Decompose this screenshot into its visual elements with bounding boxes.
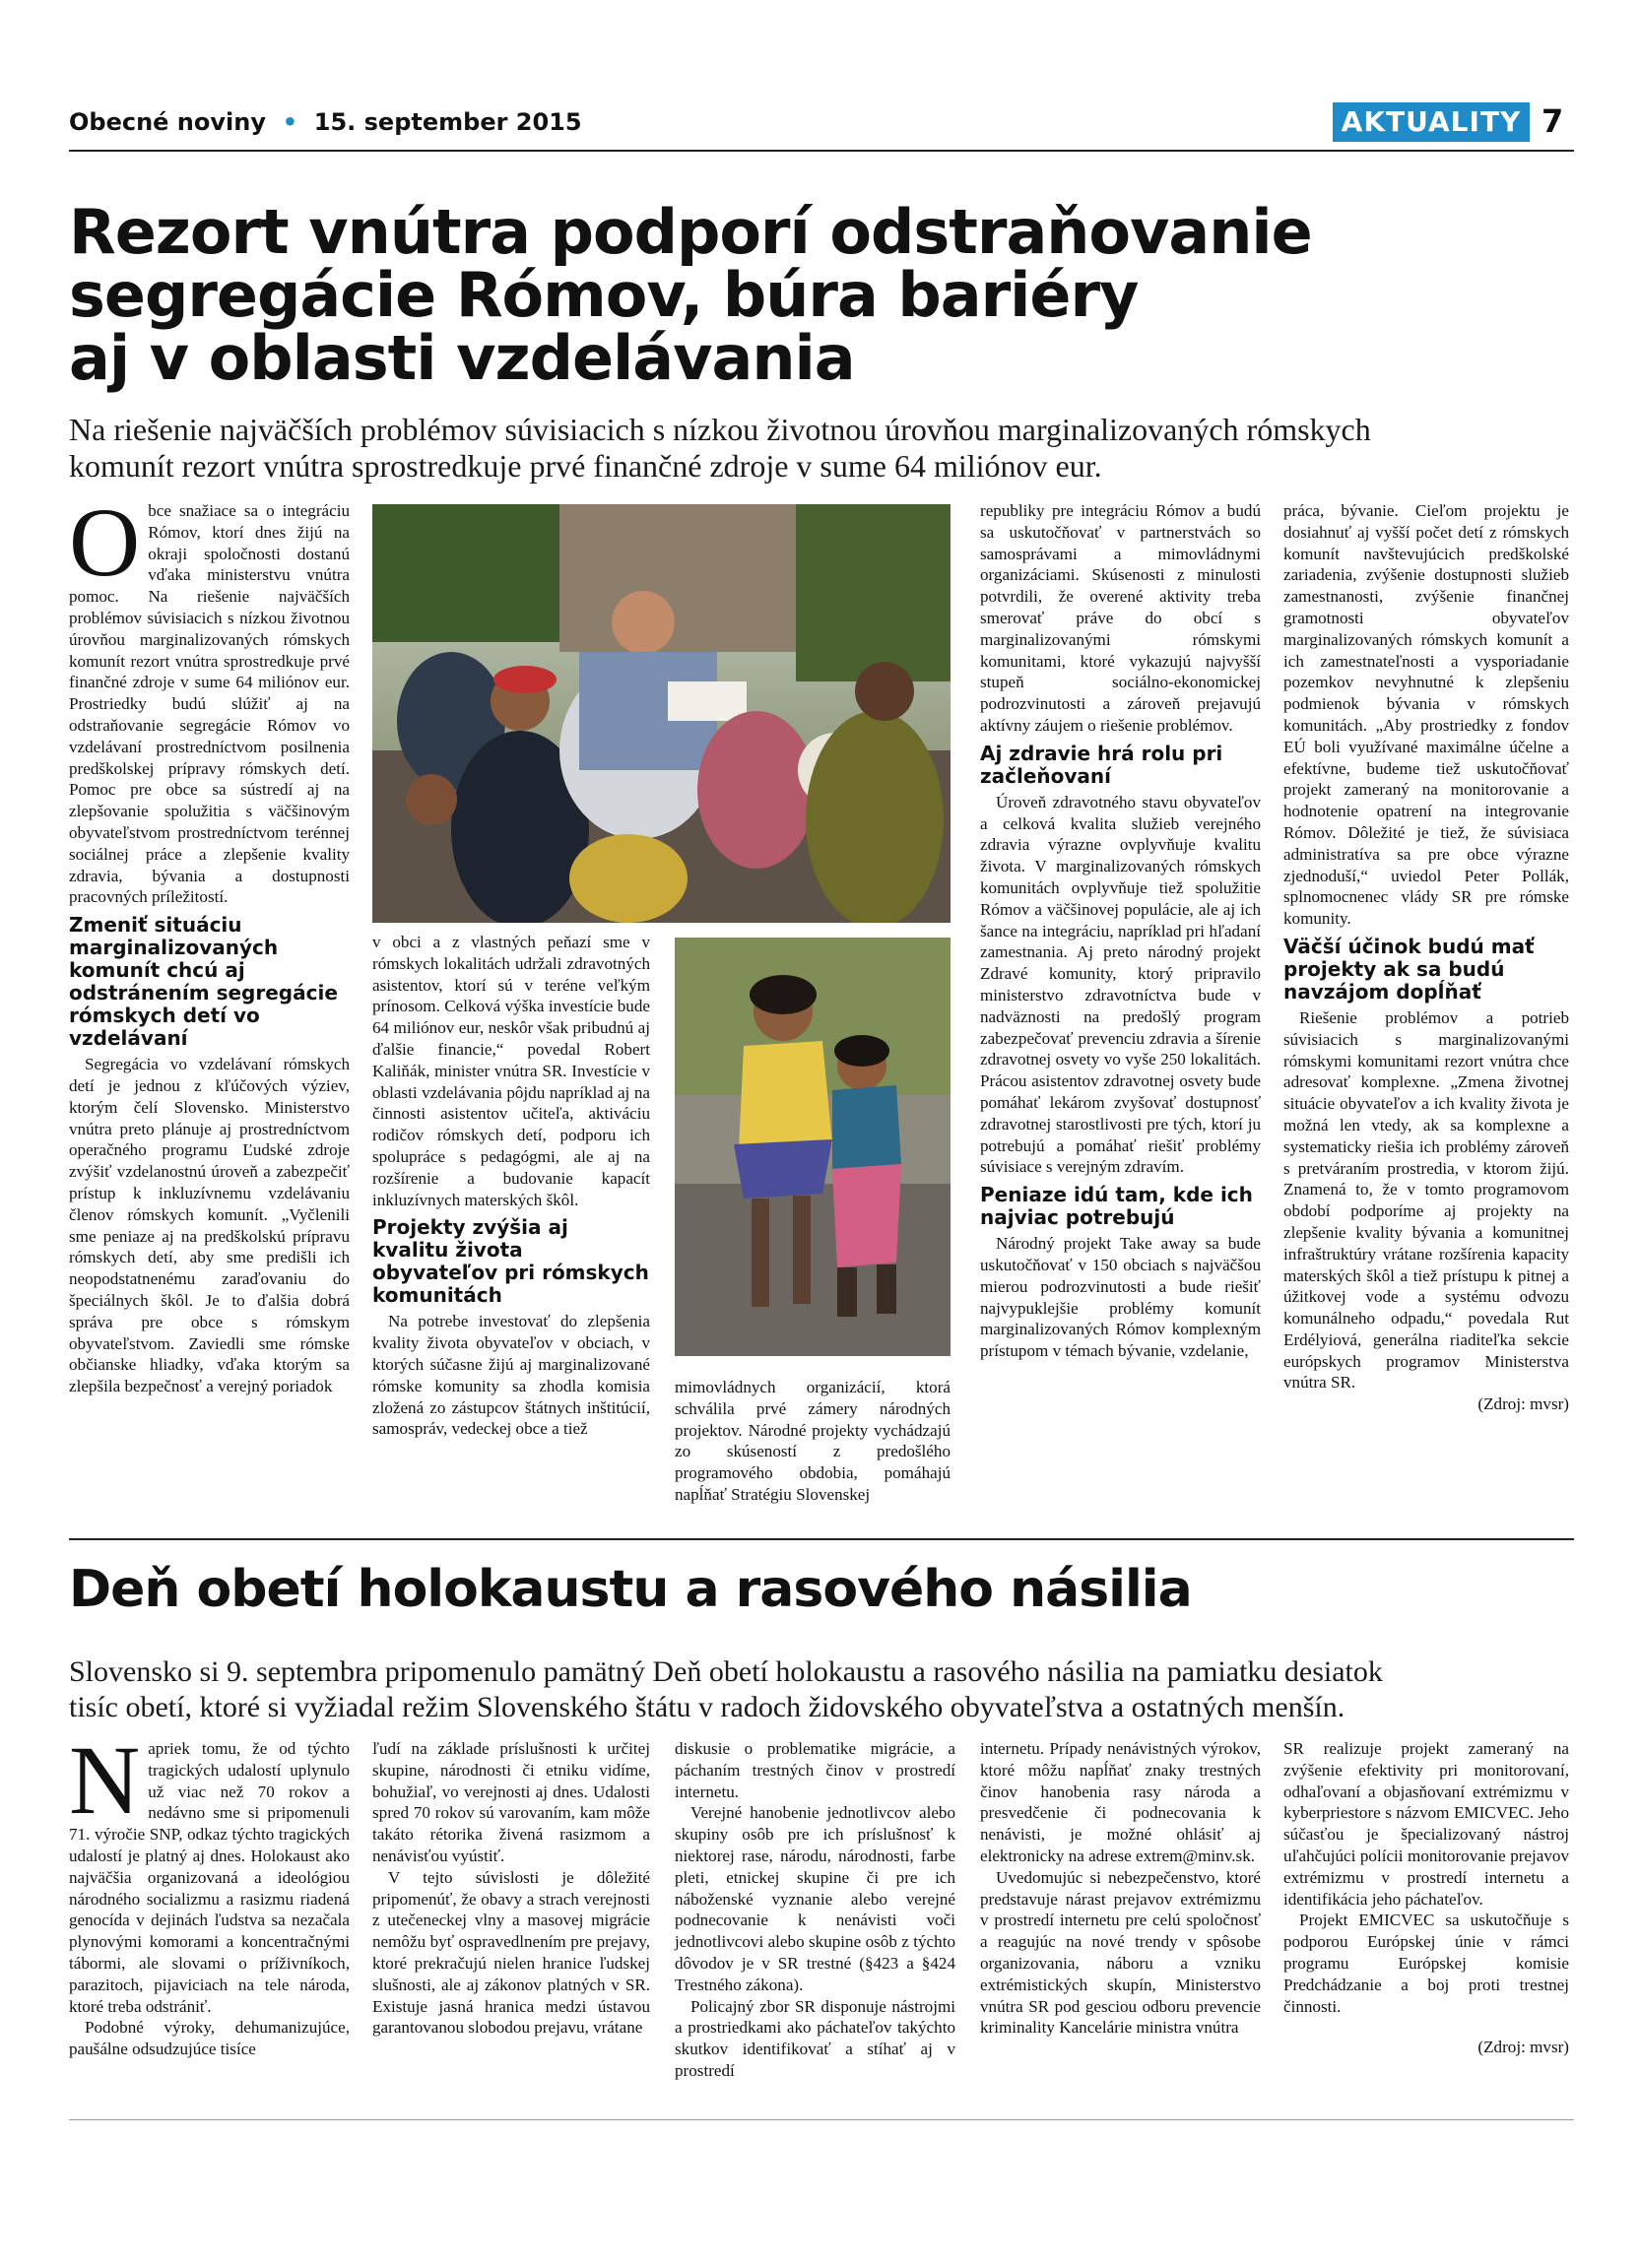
article2-column-3: [675, 1738, 955, 2082]
paragraph: Segregácia vo vzdelávaní rómskych detí je jednou z kľúčových výziev, ktorým čelí Slovensko. Ministerstvo vnútra preto plánuje aj prostredníctvom operačného programu Ľudské zdroje zvýšiť vzdelanostnú úroveň a zabezpečiť prístup k inkluzívnemu vzdelávaniu členov rómskych komunít. „Vyčlenili sme peniaze aj na predškolskú prípravu rómskych detí, aby sme predišli ich neopodstatnenému zaraďovaniu do špeciálnych škôl. Je to ďalšia dobrá správa pre obce s rómskym obyvateľstvom. Zaviedli sme rómske občianske hliadky, vďaka ktorým sa zlepšila bezpečnosť a verejný poriadok: [69, 1055, 350, 1396]
article-divider: [69, 1538, 1574, 1540]
article2-title: Deň obetí holokaustu a rasového násilia: [69, 1560, 1192, 1619]
bullet-icon: •: [274, 108, 306, 136]
article1-column-2b: [675, 1377, 951, 1506]
article2-column-1: [69, 1725, 350, 2060]
paragraph: diskusie o problematike migrácie, a páchaním trestných činov v prostredí internetu.: [675, 1739, 955, 1801]
photo-two-children: [675, 938, 951, 1356]
header-rule: [69, 150, 1574, 152]
issue-date: 15. september 2015: [313, 108, 582, 136]
lead-line: tisíc obetí, ktoré si vyžiadal režim Slovenského štátu v radoch židovského obyvateľstva a ostatných menšín.: [69, 1691, 1345, 1723]
article2-column-5: [1283, 1738, 1569, 2058]
paragraph: práca, bývanie. Cieľom projektu je dosiahnuť aj vyšší počet detí z rómskych komunít navštevujúcich predškolské zariadenia, zvýšenie dostupnosti služieb zamestnanosti, zvýšenie finančnej gramotnosti obyvateľov marginalizovaných rómskych komunít a ich zamestnateľnosti a vysporiadanie pozemkov nevyhnutné k zlepšeniu podmienok bývania v rómskych komunitách. „Aby prostriedky z fondov EÚ boli využívané maximálne účelne a efektívne, budeme tiež uskutočňovať projekt zameraný na monitorovanie a hodnotenie opatrení na integrovanie Rómov. Dôležité je tiež, že súvisiaca administratíva sa pre obce výrazne zjednoduší,“ uviedol Peter Pollák, splnomocnenec vlády SR pre rómske komunity.: [1283, 501, 1569, 929]
paragraph: mimovládnych organizácií, ktorá schválila prvé zámery národných projektov. Národné projekty vychádzajú zo skúseností z predošlého programového obdobia, pomáhajú napĺňať Stratégiu Slovenskej: [675, 1378, 951, 1504]
paragraph: Riešenie problémov a potrieb súvisiacich s marginalizovanými rómskymi komunitami rezort vnútra chce adresovať komplexne. „Zmena životnej situácie obyvateľov a ich kvality života je možná len vtedy, ak sa komplexne a systematicky riešia ich problémy zároveň s pretváraním prostredia, v ktorom žijú. Znamená to, že v tomto programovom období podporíme aj projekty na zlepšenie kvality bývania a komunitnej infraštruktúry vrátane rozšírenia kapacity materských škôl a tiež prístupu k pitnej a úžitkovej vode a systému odvozu komunálneho odpadu,“ povedala Rut Erdélyiová, generálna riaditeľka sekcie európskych programov Ministerstva vnútra SR.: [1283, 1007, 1569, 1393]
title-line: Rezort vnútra podporí odstraňovanie: [69, 196, 1312, 268]
paragraph: v obci a z vlastných peňazí sme v rómskych lokalitách udržali zdravotných asistentov, ktorí sú v teréne veľkým prínosom. Celková výška investície bude 64 miliónov eur, neskôr však pribudnú aj ďalšie financie,“ povedal Robert Kaliňák, minister vnútra SR. Investície v oblasti vzdelávania pôjdu napríklad aj na činnosti asistentov učiteľa, aktiváciu rodičov rómskych detí, podporu ich spolupráce s pedagógmi, ale aj na rozšírenie a budovanie kapacít inkluzívnych materských škôl.: [372, 933, 650, 1209]
photo-image: [675, 938, 951, 1356]
paper-name: Obecné noviny: [69, 108, 266, 136]
article2-lead: [69, 1654, 1586, 1725]
title-line: aj v oblasti vzdelávania: [69, 322, 855, 394]
subheading: Väčší účinok budú mať projekty ak sa budú navzájom dopĺňať: [1283, 934, 1535, 1004]
paragraph: V tejto súvislosti je dôležité pripomenúť, že obavy a strach verejnosti z utečeneckej vlny a masovej migrácie nemôžu byť ospravedlnením pre prejavy, ktoré prekračujú nielen hranice ľudskej slušnosti, ale aj zákonov platných v SR. Existuje jasná hranica medzi ústavou garantovanou slobodou prejavu, vrátane: [372, 1867, 650, 2038]
paragraph: apriek tomu, že od týchto tragických udalostí uplynulo už viac než 70 rokov a nedávno sme si pripomenuli 71. výročie SNP, odkaz týchto tragických udalostí je platný aj dnes. Holokaust ako najväčšia organizovaná a ideológiou národného socializmu a rasizmu riadená genocída v dejinách ľudstva sa nezačala plynovými komorami a koncentračnými tábormi, ale slovami o príživníkoch, parazitoch, pijaviciach na tele národa, ktoré treba odstrániť.: [69, 1739, 350, 2016]
article2-column-2: [372, 1738, 650, 2039]
drop-cap: O: [69, 487, 141, 597]
photo-image: [372, 504, 951, 923]
subheading: Peniaze idú tam, kde ich najviac potrebujú: [980, 1183, 1253, 1230]
source-credit: (Zdroj: mvsr): [1477, 1394, 1569, 1414]
subheading: Aj zdravie hrá rolu pri začleňovaní: [980, 741, 1223, 788]
paragraph: Uvedomujúc si nebezpečenstvo, ktoré predstavuje nárast prejavov extrémizmu v prostredí internetu pre celú spoločnosť a reagujúc na nové trendy v spôsobe organizovania, náboru a vzniku extrémistických skupín, Ministerstvo vnútra SR pod gesciou odboru prevencie kriminality Kancelárie ministra vnútra: [980, 1867, 1261, 2038]
paragraph: Na potrebe investovať do zlepšenia kvality života obyvateľov v obciach, v ktorých súčasne žijú aj marginalizované rómske komunity sa zhodla komisia zložená zo zástupcov štátnych inštitúcií, samospráv, vedeckej obce a tiež: [372, 1312, 650, 1439]
article1-column-4: [1283, 500, 1569, 1415]
lead-line: komunít rezort vnútra sprostredkuje prvé finančné zdroje v sume 64 miliónov eur.: [69, 448, 1102, 484]
article1-column-3: [980, 500, 1261, 1362]
paragraph: bce snažiace sa o integráciu Rómov, ktorí dnes žijú na okraji spoločnosti dostanú vďaka ministerstvu vnútra pomoc. Na riešenie najväčších problémov súvisiacich s nízkou životnou úrovňou marginalizovaných rómskych komunít rezort vnútra sprostredkuje prvé finančné zdroje v sume 64 miliónov eur. Prostriedky budú slúžiť aj na odstraňovanie segregácie Rómov vo vzdelávaní prostredníctvom posilnenia predškolskej prípravy rómskych detí. Pomoc pre obce sa sústredí aj na zlepšovanie spolužitia s väčšinovým obyvateľstvom prostredníctvom terénnej sociálnej práce a zlepšenie kvality zdravia, bývania a dostupnosti pracovných príležitostí.: [69, 501, 350, 907]
photo-children-group: [372, 504, 951, 923]
paragraph: Národný projekt Take away sa bude uskutočňovať v 150 obciach s najväčšou mierou podrozvinutosti a bude riešiť najvypuklejšie problémy komunít marginalizovaných Rómov komplexným prístupom v témach bývanie, vzdelanie,: [980, 1234, 1261, 1361]
article1-title: [69, 196, 1546, 394]
lead-line: Na riešenie najväčších problémov súvisiacich s nízkou životnou úrovňou marginalizovaných rómskych: [69, 412, 1371, 447]
drop-cap: N: [69, 1725, 141, 1835]
page-number: 7: [1542, 102, 1564, 140]
title-line: segregácie Rómov, búra bariéry: [69, 259, 1139, 331]
article1-column-2: [372, 932, 650, 1440]
paragraph: Policajný zbor SR disponuje nástrojmi a prostriedkami ako páchateľov takýchto skutkov identifikovať a stíhať aj v prostredí: [675, 1996, 955, 2080]
paragraph: Úroveň zdravotného stavu obyvateľov a celková kvalita služieb verejného zdravia výrazne ovplyvňuje kvalitu života. V marginalizovaných rómskych komunitách ovplyvňuje tiež spolužitie Rómov a väčšinovej populácie, ale aj ich šance na integráciu, napríklad pri hľadaní zamestnania. Aj preto národný projekt Zdravé komunity, ktorý pripravilo ministerstvo zdravotníctva bude v nadväznosti na predošlý program zabezpečovať prevenciu zdravia a šírenie zdravotnej osvety vo vyše 250 lokalitách. Prácou asistentov zdravotnej osvety bude pomáhať lekárom zvyšovať dostupnosť zdravotnej starostlivosti pre tých, ktorí ju potrebujú a pomáhať riešiť problémy súvisiace s verejným zdravím.: [980, 792, 1261, 1177]
article1-lead: [69, 412, 1576, 485]
article2-column-4: [980, 1738, 1261, 2039]
paragraph: Podobné výroky, dehumanizujúce, paušálne odsudzujúce tisíce: [69, 2018, 350, 2059]
article1-column-1: [69, 487, 350, 1397]
paragraph: ľudí na základe príslušnosti k určitej skupine, národnosti či etniku vidíme, bohužiaľ, vo verejnosti aj dnes. Udalosti spred 70 rokov sú varovaním, kam môže takáto rétorika živená rasizmom a nenávisťou vyústiť.: [372, 1739, 650, 1865]
lead-line: Slovensko si 9. septembra pripomenulo pamätný Deň obetí holokaustu a rasového násilia na pamiatku desiatok: [69, 1655, 1383, 1688]
subheading: Zmeniť situáciu marginalizovaných komunít chcú aj odstránením segregácie rómskych detí vo vzdelávaní: [69, 913, 338, 1051]
masthead: [69, 108, 582, 136]
subheading: Projekty zvýšia aj kvalitu života obyvateľov pri rómskych komunitách: [372, 1215, 649, 1308]
paragraph: Projekt EMICVEC sa uskutočňuje s podporou Európskej únie v rámci programu Európskej komisie Predchádzanie a boj proti trestnej činnosti.: [1283, 1911, 1569, 2016]
bottom-rule: [69, 2119, 1574, 2120]
paragraph: internetu. Prípady nenávistných výrokov, ktoré môžu napĺňať znaky trestných činov hanobenia rasy národa a presvedčenie či podnecovania k nenávisti, je možné ohlásiť aj elektronicky na adrese extrem@minv.sk.: [980, 1739, 1261, 1865]
paragraph: republiky pre integráciu Rómov a budú sa uskutočňovať v partnerstvách so samosprávami a mimovládnymi organizáciami. Skúsenosti z minulosti potvrdili, že overené aktivity treba smerovať práve do obcí s marginalizovanými rómskymi komunitami, ktoré vykazujú najvyšší stupeň sociálno-ekonomickej podrozvinutosti a zároveň prejavujú aktívny záujem o riešenie problémov.: [980, 501, 1261, 735]
paragraph: SR realizuje projekt zameraný na zvýšenie efektivity pri monitorovaní, odhaľovaní a objasňovaní extrémizmu v kyberpriestore s názvom EMICVEC. Jeho súčasťou je špecializovaný nástroj uľahčujúci polícii monitorovanie prejavov extrémizmu v prostredí internetu a identifikácia jeho páchateľov.: [1283, 1739, 1569, 1909]
paragraph: Verejné hanobenie jednotlivcov alebo skupiny osôb pre ich príslušnosť k niektorej rase, národu, národnosti, farbe pleti, etnickej skupine či pre ich náboženské vyznanie alebo verejné podnecovanie k nenávisti voči jednotlivcovi alebo skupine osôb z týchto dôvodov je v SR trestné (§423 a §424 Trestného zákona).: [675, 1803, 955, 1994]
section-label: AKTUALITY: [1333, 102, 1530, 142]
source-credit: (Zdroj: mvsr): [1477, 2038, 1569, 2057]
